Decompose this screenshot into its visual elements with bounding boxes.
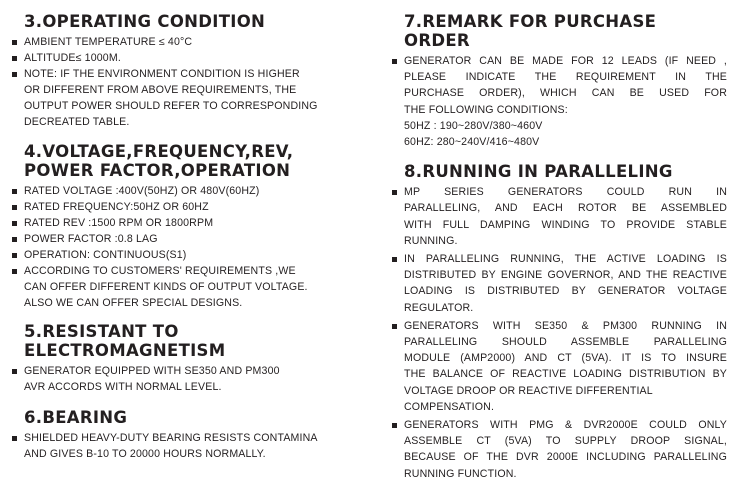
list-item xyxy=(12,50,357,66)
list-item xyxy=(12,430,357,462)
item-line: ASSEMBLE CT (5VA) TO SUPPLY DROOP SIGNAL, xyxy=(404,435,727,448)
square-bullet-icon xyxy=(12,40,17,45)
item-line: IN PARALLELING RUNNING, THE ACTIVE LOADING IS xyxy=(404,253,727,266)
item-line: PLEASE INDICATE THE REQUIREMENT IN THE xyxy=(404,71,727,84)
list-item xyxy=(392,318,727,415)
item-line: GENERATOR EQUIPPED WITH SE350 AND PM300 xyxy=(24,365,280,377)
item-line: RATED FREQUENCY:50HZ OR 60HZ xyxy=(24,201,209,213)
square-bullet-icon xyxy=(392,257,397,262)
item-line: RUNNING. xyxy=(404,234,458,247)
section-title-line: 4.VOLTAGE,FREQUENCY,REV, xyxy=(24,142,294,161)
bullet-list xyxy=(12,363,357,395)
item-line: PARALLELING, AND EACH ROTOR BE ASSEMBLED xyxy=(404,202,727,215)
item-line: ALSO WE CAN OFFER SPECIAL DESIGNS. xyxy=(24,297,243,309)
section-running-in-paralleling xyxy=(392,162,727,482)
list-item xyxy=(392,184,727,249)
item-line: OPERATION: CONTINUOUS(S1) xyxy=(24,249,187,261)
item-line: GENERATORS WITH SE350 & PM300 RUNNING IN xyxy=(404,319,727,332)
item-line: MODULE (AMP2000) AND CT (5VA). IT IS TO INSURE xyxy=(404,352,727,365)
item-line: PURCHASE ORDER), WHICH CAN BE USED FOR xyxy=(404,87,727,100)
section-title: 3.OPERATING CONDITION xyxy=(24,12,266,31)
section-title: 7.REMARK FOR PURCHASE ORDER xyxy=(404,12,657,50)
right-column xyxy=(392,10,727,482)
item-line: AMBIENT TEMPERATURE ≤ 40°C xyxy=(24,36,193,48)
square-bullet-icon xyxy=(12,369,17,374)
item-line: OR DIFFERENT FROM ABOVE REQUIREMENTS, THE xyxy=(24,84,297,96)
bullet-list xyxy=(392,53,727,150)
list-item xyxy=(392,251,727,316)
section-title: 6.BEARING xyxy=(24,408,128,427)
item-line: BECAUSE OF THE DVR 2000E INCLUDING PARALLELING xyxy=(404,451,727,464)
item-line: THE FOLLOWING CONDITIONS: xyxy=(404,103,568,116)
list-item xyxy=(12,263,357,311)
square-bullet-icon xyxy=(12,205,17,210)
list-item xyxy=(392,53,727,150)
item-line: LOADING IS DISTRIBUTED BY GENERATOR VOLTAGE xyxy=(404,285,727,298)
bullet-list xyxy=(12,34,357,130)
section-title xyxy=(24,142,357,180)
list-item xyxy=(12,66,357,130)
section-purchase-order-remark xyxy=(392,12,727,150)
item-line: 60HZ: 280~240V/416~480V xyxy=(404,136,540,149)
item-line: RATED VOLTAGE :400V(50HZ) OR 480V(60HZ) xyxy=(24,185,260,197)
item-line: COMPENSATION. xyxy=(404,400,495,413)
item-line: OUTPUT POWER SHOULD REFER TO CORRESPONDING xyxy=(24,100,318,112)
square-bullet-icon xyxy=(12,269,17,274)
bullet-list xyxy=(392,184,727,482)
bullet-list xyxy=(12,183,357,311)
list-item xyxy=(12,215,357,231)
square-bullet-icon xyxy=(12,56,17,61)
square-bullet-icon xyxy=(12,189,17,194)
item-line: MP SERIES GENERATORS COULD RUN IN xyxy=(404,186,727,199)
square-bullet-icon xyxy=(12,253,17,258)
square-bullet-icon xyxy=(12,72,17,77)
item-line: ACCORDING TO CUSTOMERS' REQUIREMENTS ,WE xyxy=(24,265,296,277)
item-line: VOLTAGE DROOP OR REACTIVE DIFFERENTIAL xyxy=(404,384,653,397)
list-item xyxy=(12,231,357,247)
item-line: AND GIVES B-10 TO 20000 HOURS NORMALLY. xyxy=(24,448,266,460)
item-line: GENERATOR CAN BE MADE FOR 12 LEADS (IF NEED , xyxy=(404,55,727,67)
square-bullet-icon xyxy=(12,436,17,441)
bullet-list xyxy=(12,430,357,462)
left-column xyxy=(12,10,357,462)
item-line: WITH FULL DAMPING WINDING TO PROVIDE STABLE xyxy=(404,218,727,231)
list-item xyxy=(12,363,357,395)
section-title: 8.RUNNING IN PARALLELING xyxy=(404,162,673,182)
list-item xyxy=(392,417,727,482)
item-line: THE BALANCE OF REACTIVE LOADING DISTRIBUTION BY xyxy=(404,368,727,381)
square-bullet-icon xyxy=(392,324,397,329)
item-line: 50HZ : 190~280V/380~460V xyxy=(404,119,543,132)
item-line: AVR ACCORDS WITH NORMAL LEVEL. xyxy=(24,381,222,393)
item-line: NOTE: IF THE ENVIRONMENT CONDITION IS HIGHER xyxy=(24,68,300,80)
item-line: DECREATED TABLE. xyxy=(24,116,130,128)
section-electromagnetism xyxy=(12,322,357,395)
square-bullet-icon xyxy=(12,237,17,242)
section-title-line: POWER FACTOR,OPERATION xyxy=(24,161,291,180)
list-item xyxy=(12,34,357,50)
section-title: 5.RESISTANT TO ELECTROMAGNETISM xyxy=(24,322,226,360)
list-item xyxy=(12,247,357,263)
item-line: GENERATORS WITH PMG & DVR2000E COULD ONLY xyxy=(404,419,727,432)
section-operating-condition xyxy=(12,12,357,130)
section-bearing xyxy=(12,408,357,462)
square-bullet-icon xyxy=(12,221,17,226)
item-line: PARALLELING SHOULD ASSEMBLE PARALLELING xyxy=(404,336,727,349)
item-line: DISTRIBUTED BY ENGINE GOVERNOR, AND THE REACTIVE xyxy=(404,269,727,282)
item-line: RATED REV :1500 RPM OR 1800RPM xyxy=(24,217,214,229)
item-line: RUNNING FUNCTION. xyxy=(404,467,517,480)
item-line: SHIELDED HEAVY-DUTY BEARING RESISTS CONTAMINA xyxy=(24,432,318,444)
item-line: ALTITUDE≤ 1000M. xyxy=(24,52,121,64)
item-line: POWER FACTOR :0.8 LAG xyxy=(24,233,158,245)
list-item xyxy=(12,183,357,199)
list-item xyxy=(12,199,357,215)
item-line: REGULATOR. xyxy=(404,301,474,314)
square-bullet-icon xyxy=(392,190,397,195)
section-voltage-frequency xyxy=(12,142,357,311)
square-bullet-icon xyxy=(392,59,397,64)
item-line: CAN OFFER DIFFERENT KINDS OF OUTPUT VOLTAGE. xyxy=(24,281,308,293)
square-bullet-icon xyxy=(392,423,397,428)
